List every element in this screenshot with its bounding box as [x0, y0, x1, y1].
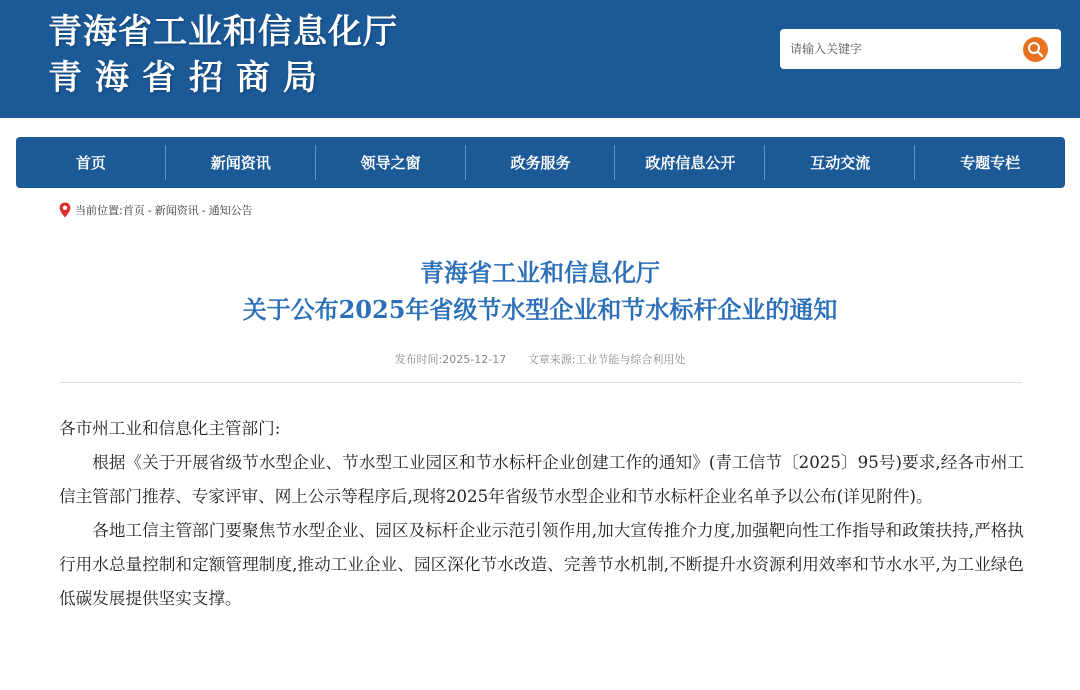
search-icon — [1027, 41, 1044, 58]
nav-item-leadership[interactable]: 领导之窗 — [316, 137, 466, 188]
publish-time: 发布时间:2025-12-17 — [394, 353, 507, 366]
divider — [60, 382, 1022, 383]
article-source: 文章来源:工业节能与综合利用处 — [527, 353, 686, 366]
nav-item-special-topics[interactable]: 专题专栏 — [960, 154, 1021, 172]
breadcrumb-separator: - — [201, 203, 206, 217]
breadcrumb-separator: - — [147, 203, 152, 217]
site-title-line2[interactable]: 青海省招商局 — [48, 58, 330, 98]
body-paragraph-1: 根据《关于开展省级节水型企业、节水型工业园区和节水标杆企业创建工作的通知》(青工信节〔2025〕95号)要求,经各市州工信主管部门推荐、专家评审、网上公示等程序后,现将2025年省级节水型企业和节水标杆企业名单予以公布(详见附件)。 — [59, 453, 1024, 506]
nav-item-interaction[interactable]: 互动交流 — [765, 137, 915, 188]
breadcrumb — [59, 201, 253, 219]
breadcrumb-notices[interactable]: 通知公告 — [208, 204, 253, 217]
main-nav — [16, 137, 1065, 188]
nav-item-news[interactable]: 新闻资讯 — [166, 137, 316, 188]
article-title-line2: 关于公布2025年省级节水型企业和节水标杆企业的通知 — [242, 295, 838, 324]
article-meta — [60, 351, 1020, 367]
site-title-line1[interactable]: 青海省工业和信息化厅 — [48, 12, 398, 52]
nav-item-government-services[interactable]: 政务服务 — [466, 137, 616, 188]
search-input[interactable] — [780, 29, 1018, 69]
article-body — [59, 412, 1024, 616]
top-banner — [0, 0, 1080, 118]
body-paragraph-2: 各地工信主管部门要聚焦节水型企业、园区及标杆企业示范引领作用,加大宣传推介力度,加强靶向性工作指导和政策扶持,严格执行用水总量控制和定额管理制度,推动工业企业、园区深化节水改造、完善节水机制,不断提升水资源利用效率和节水水平,为工业绿色低碳发展提供坚实支撑。 — [59, 521, 1024, 608]
article-title-line1: 青海省工业和信息化厅 — [420, 258, 660, 287]
breadcrumb-home[interactable]: 首页 — [122, 204, 145, 217]
search-button[interactable] — [1023, 37, 1048, 62]
nav-item-info-disclosure[interactable]: 政府信息公开 — [615, 137, 765, 188]
breadcrumb-prefix: 当前位置: — [75, 204, 123, 217]
location-pin-icon — [59, 202, 71, 218]
salutation: 各市州工业和信息化主管部门: — [59, 419, 281, 438]
breadcrumb-news[interactable]: 新闻资讯 — [154, 204, 199, 217]
nav-item-home[interactable]: 首页 — [16, 137, 166, 188]
search-box — [780, 29, 1061, 69]
